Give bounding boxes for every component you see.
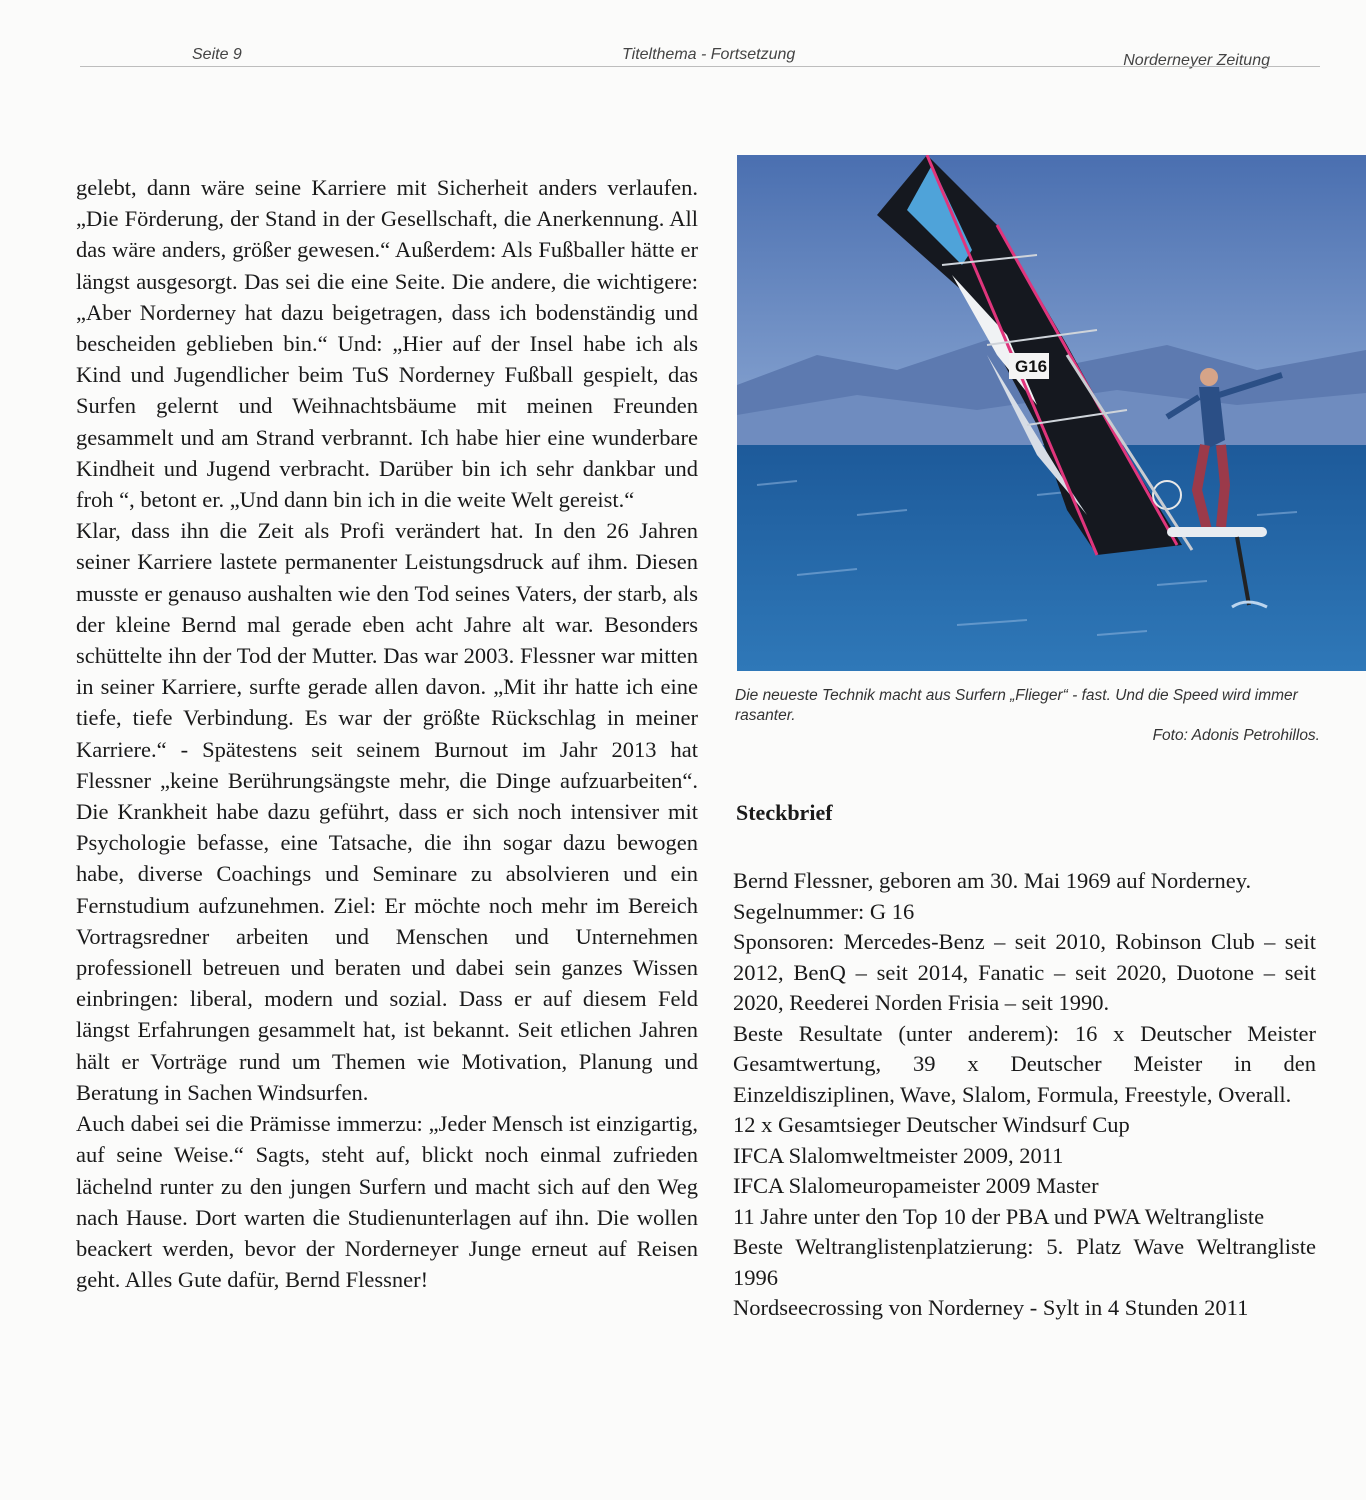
- article-column: [76, 172, 698, 1295]
- steckbrief-line: Bernd Flessner, geboren am 30. Mai 1969 auf Norderney.: [733, 868, 1252, 893]
- steckbrief-line: 12 x Gesamtsieger Deutscher Windsurf Cup: [733, 1112, 1130, 1137]
- steckbrief-line: Segelnummer: G 16: [733, 898, 915, 924]
- publication-name: Norderneyer Zeitung: [1123, 52, 1270, 69]
- steckbrief-line: Beste Weltranglistenplatzierung: 5. Platz Wave Weltrangliste 1996: [733, 1234, 1316, 1290]
- photo-caption: [735, 686, 1320, 746]
- page-number: Seite 9: [192, 46, 242, 63]
- steckbrief-line: 11 Jahre unter den Top 10 der PBA und PWA Weltrangliste: [733, 1203, 1265, 1229]
- steckbrief-line: IFCA Slalomweltmeister 2009, 2011: [733, 1142, 1064, 1168]
- sail-number: G16: [1015, 357, 1048, 376]
- caption-text: Die neueste Technik macht aus Surfern „Flieger“ - fast. Und die Speed wird immer rasanter.: [735, 687, 1298, 724]
- steckbrief-line: Nordseecrossing von Norderney - Sylt in 4 Stunden 2011: [733, 1295, 1249, 1320]
- steckbrief-line: Beste Resultate (unter anderem): 16 x Deutscher Meister Gesamtwertung, 39 x Deutscher Meister in den Einzeldisziplinen, Wave, Slalom, Formula, Freestyle, Overall.: [733, 1020, 1316, 1107]
- photo-credit: Foto: Adonis Petrohillos.: [1152, 727, 1320, 744]
- section-title: Titelthema - Fortsetzung: [622, 46, 796, 63]
- windsurf-photo: [737, 155, 1366, 671]
- steckbrief-line: IFCA Slalomeuropameister 2009 Master: [733, 1173, 1099, 1198]
- article-paragraph: Klar, dass ihn die Zeit als Profi verändert hat. In den 26 Jahren seiner Karriere lastete permanenter Leistungsdruck auf ihm. Diesen musste er genauso aushalten wie den Tod seines Vaters, der starb, als der kleine Bernd mal gerade eben acht Jahre alt war. Besonders schüttelte ihn der Tod der Mutter. Das war 2003. Flessner war mitten in seiner Karriere, surfte gerade allen davon. „Mit ihr hatte ich eine tiefe, tiefe Verbindung. Es war der größte Rückschlag in meiner Karriere.“ - Spätestens seit seinem Burnout im Jahr 2013 hat Flessner „keine Berührungsängste mehr, die Dinge aufzuarbeiten“. Die Krankheit habe dazu geführt, dass er sich noch intensiver mit Psychologie befasse, eine Tatsache, die ihn sogar dazu bewogen habe, diverse Coachings und Seminare zu absolvieren und ein Fernstudium aufzunehmen. Ziel: Er möchte noch mehr im Bereich Vortragsredner arbeiten und Menschen und Unternehmen professionell betreuen und beraten und dabei sein ganzes Wissen einbringen: liberal, modern und sozial. Dass er auf diesem Feld längst Erfahrungen gesammelt hat, ist bekannt. Seit etlichen Jahren hält er Vorträge rund um Themen wie Motivation, Planung und Beratung in Sachen Windsurfen.: [76, 518, 698, 1105]
- steckbrief-line: Sponsoren: Mercedes-Benz – seit 2010, Robinson Club – seit 2012, BenQ – seit 2014, Fanatic – seit 2020, Duotone – seit 2020, Reederei Norden Frisia – seit 1990.: [733, 929, 1316, 1015]
- header-divider: [80, 66, 1320, 67]
- article-paragraph: Auch dabei sei die Prämisse immerzu: „Jeder Mensch ist einzigartig, auf seine Weise.“ Sagts, steht auf, blickt noch einmal zufrieden lächelnd runter zu den jungen Surfern und macht sich auf den Weg nach Hause. Dort warten die Studienunterlagen auf ihn. Die wollen beackert werden, bevor der Norderneyer Junge erneut auf Reisen geht. Alles Gute dafür, Bernd Flessner!: [76, 1111, 698, 1293]
- steckbrief-heading: Steckbrief: [736, 800, 833, 825]
- article-paragraph: gelebt, dann wäre seine Karriere mit Sicherheit anders verlaufen. „Die Förderung, der Stand in der Gesellschaft, die Anerkennung. All das wäre anders, größer gewesen.“ Außerdem: Als Fußballer hätte er längst ausgesorgt. Das sei die eine Seite. Die andere, die wichtigere: „Aber Norderney hat dazu beigetragen, dass ich bodenständig und bescheiden geblieben bin.“ Und: „Hier auf der Insel habe ich als Kind und Jugendlicher beim TuS Norderney Fußball gespielt, das Surfen gelernt und Weihnachtsbäume mit meinen Freunden gesammelt und am Strand verbrannt. Ich habe hier eine wunderbare Kindheit und Jugend verbracht. Darüber bin ich sehr dankbar und froh “, betont er. „Und dann bin ich in die weite Welt gereist.“: [76, 175, 698, 513]
- page-header: [80, 40, 1320, 72]
- steckbrief-list: [733, 866, 1316, 1324]
